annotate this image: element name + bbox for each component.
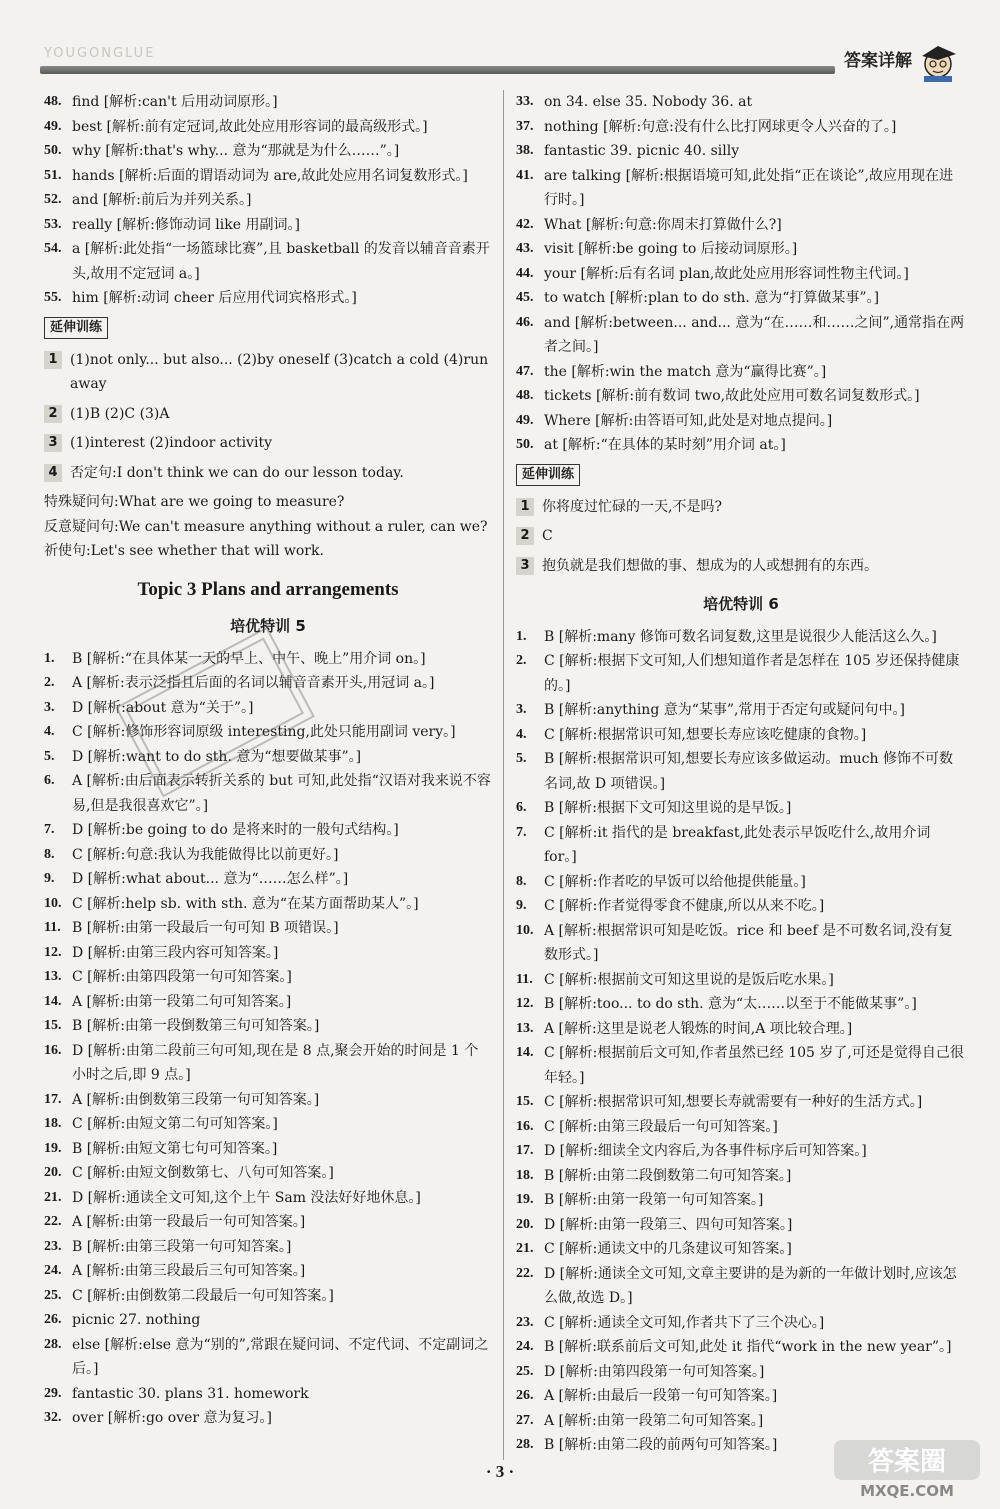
- answer-item: [516, 1188, 966, 1213]
- answer-item: [516, 698, 966, 723]
- answer-number: 43.: [516, 241, 534, 256]
- answer-text: and [解析:前后为并列关系。]: [72, 192, 252, 208]
- watermark-logo-icon: [832, 1438, 982, 1500]
- answer-item: [516, 1139, 966, 1164]
- topic-title: Topic 3 Plans and arrangements: [137, 578, 399, 600]
- train6-title: 培优特训 6: [703, 595, 779, 613]
- answer-text: C [解析:根据前后文可知,作者虽然已经 105 岁了,可还是觉得自己很年轻。]: [544, 1045, 964, 1086]
- answer-item: [516, 723, 966, 748]
- answer-item: [44, 1382, 492, 1407]
- answer-item: [516, 894, 966, 919]
- answer-item: [516, 360, 966, 385]
- answer-number: 25.: [44, 1287, 62, 1303]
- answer-item: [44, 237, 492, 286]
- extension-number: 1: [44, 351, 62, 369]
- answer-text: C [解析:由第三段最后一句可知答案。]: [544, 1118, 778, 1135]
- answer-item: [516, 1335, 966, 1360]
- extension-label-left: 延伸训练: [44, 317, 108, 339]
- answer-text: C [解析:通读文中的几条建议可知答案。]: [544, 1241, 792, 1257]
- extension-number: 4: [44, 464, 62, 482]
- answer-number: 32.: [44, 1410, 62, 1425]
- extension-text: (1)not only... but also... (2)by oneself (3)catch a cold (4)run away: [70, 351, 489, 392]
- answer-number: 10.: [44, 895, 62, 911]
- answer-text: on 34. else 35. Nobody 36. at: [544, 94, 753, 110]
- answer-number: 16.: [44, 1042, 62, 1058]
- extension-item: [44, 402, 492, 427]
- answer-text: B [解析:由第一段第一句可知答案。]: [544, 1192, 764, 1208]
- answer-item: [516, 747, 966, 796]
- extension-text: C: [542, 528, 553, 544]
- answer-text: the [解析:win the match 意为“赢得比赛”。]: [544, 363, 827, 380]
- answer-number: 2.: [516, 653, 527, 668]
- answer-text: C [解析:由倒数第二段最后一句可知答案。]: [72, 1287, 334, 1304]
- answer-item: [44, 818, 492, 843]
- answer-text: hands [解析:后面的谓语动词为 are,故此处应用名词复数形式。]: [72, 167, 468, 184]
- answer-number: 29.: [44, 1385, 62, 1401]
- answer-text: else [解析:else 意为“别的”,常跟在疑问词、不定代词、不定副词之后。]: [72, 1336, 489, 1377]
- extension-sentence: 祈使句:Let's see whether that will work.: [44, 543, 324, 559]
- answer-number: 23.: [516, 1314, 534, 1330]
- answer-item: [44, 1186, 492, 1211]
- answer-text: D [解析:what about... 意为“……怎么样”。]: [72, 871, 349, 887]
- answer-number: 44.: [516, 265, 534, 281]
- answer-item: [44, 1039, 492, 1088]
- answer-item: [44, 1333, 492, 1382]
- answer-number: 46.: [516, 314, 534, 330]
- extension-number: 1: [516, 498, 534, 516]
- answer-number: 19.: [516, 1192, 534, 1207]
- answer-item: [44, 139, 492, 164]
- extension-sentence: 反意疑问句:We can't measure anything without a ruler, can we?: [44, 518, 488, 535]
- answer-text: him [解析:动词 cheer 后应用代词宾格形式。]: [72, 290, 357, 306]
- answer-text: over [解析:go over 意为复习。]: [72, 1410, 273, 1426]
- answer-number: 27.: [516, 1412, 534, 1428]
- answer-text: B [解析:too... to do sth. 意为“太……以至于不能做某事”。]: [544, 996, 917, 1012]
- answer-text: A [解析:根据常识可知是吃饭。rice 和 beef 是不可数名词,没有复数形式。]: [544, 922, 953, 963]
- answer-text: are talking [解析:根据语境可知,此处指“正在谈论”,故应用现在进行时。]: [544, 167, 954, 208]
- answer-item: [44, 213, 492, 238]
- answer-item: [44, 286, 492, 311]
- answer-text: B [解析:由第二段的前两句可知答案。]: [544, 1437, 778, 1453]
- answer-number: 17.: [516, 1143, 534, 1158]
- answer-text: C [解析:根据前文可知这里说的是饭后吃水果。]: [544, 971, 834, 988]
- answer-number: 28.: [516, 1437, 534, 1452]
- answer-item: [516, 1213, 966, 1238]
- header-title: 答案详解: [844, 51, 912, 71]
- answer-text: best [解析:前有定冠词,故此处应用形容词的最高级形式。]: [72, 118, 428, 135]
- answer-item: [44, 941, 492, 966]
- answer-item: [44, 1284, 492, 1309]
- answer-number: 50.: [44, 143, 62, 158]
- answer-text: A [解析:由倒数第三段第一句可知答案。]: [72, 1091, 320, 1108]
- answer-text: D [解析:由第二段前三句可知,现在是 8 点,聚会开始的时间是 1 个小时之后,即 9 点。]: [72, 1042, 479, 1083]
- answer-number: 48.: [516, 388, 534, 403]
- answer-item: [516, 1237, 966, 1262]
- answer-number: 18.: [516, 1167, 534, 1183]
- answer-text: C [解析:通读全文可知,作者共下了三个决心。]: [544, 1314, 825, 1331]
- answer-number: 12.: [516, 996, 534, 1011]
- answer-item: [44, 1112, 492, 1137]
- answer-item: [516, 139, 966, 164]
- train6-answers: [516, 625, 966, 1458]
- answer-number: 41.: [516, 167, 534, 183]
- answer-text: B [解析:根据常识可知,想要长寿应该多做运动。much 修饰不可数名词,故 D 项错误。]: [544, 751, 953, 792]
- extension-text: 抱负就是我们想做的事、想成为的人或想拥有的东西。: [542, 557, 878, 574]
- extension-item: [516, 524, 966, 549]
- answer-text: B [解析:many 修饰可数名词复数,这里是说很少人能活这么久。]: [544, 628, 937, 645]
- answer-item: [44, 164, 492, 189]
- header-bar: [40, 66, 835, 74]
- answer-text: D [解析:want to do sth. 意为“想要做某事”。]: [72, 748, 362, 765]
- answer-item: [516, 1311, 966, 1336]
- svg-text:答案圈: 答案圈: [867, 1447, 947, 1477]
- answer-item: [516, 237, 966, 262]
- answer-item: [516, 262, 966, 287]
- answer-item: [516, 409, 966, 434]
- extension-item: [44, 348, 492, 397]
- answer-text: A [解析:由第三段最后三句可知答案。]: [72, 1263, 306, 1279]
- answer-item: [44, 90, 492, 115]
- answer-number: 13.: [44, 969, 62, 984]
- answer-number: 49.: [44, 118, 62, 134]
- answer-item: [44, 843, 492, 868]
- answer-number: 16.: [516, 1118, 534, 1134]
- answer-text: D [解析:由第四段第一句可知答案。]: [544, 1363, 765, 1380]
- answer-text: fantastic 30. plans 31. homework: [72, 1385, 309, 1402]
- answer-text: C [解析:根据下文可知,人们想知道作者是怎样在 105 岁还保持健康的。]: [544, 653, 960, 694]
- answer-number: 5.: [516, 751, 527, 766]
- answer-number: 13.: [516, 1020, 534, 1036]
- right-top-answers: [516, 90, 966, 458]
- answer-text: B [解析:由第一段最后一句可知 B 项错误。]: [72, 920, 339, 936]
- extension-label-right: 延伸训练: [516, 464, 580, 486]
- answer-item: [44, 115, 492, 140]
- answer-text: D [解析:通读全文可知,文章主要讲的是为新的一年做计划时,应该怎么做,故选 D。]: [544, 1265, 957, 1306]
- answer-number: 25.: [516, 1363, 534, 1379]
- answer-text: to watch [解析:plan to do sth. 意为“打算做某事”。]: [544, 290, 880, 306]
- answer-text: Where [解析:由答语可知,此处是对地点提问。]: [544, 412, 833, 429]
- answer-number: 11.: [516, 971, 533, 987]
- answer-number: 20.: [44, 1165, 62, 1180]
- answer-item: [44, 188, 492, 213]
- answer-text: C [解析:根据常识可知,想要长寿应该吃健康的食物。]: [544, 726, 867, 743]
- answer-text: visit [解析:be going to 后接动词原形。]: [544, 241, 798, 257]
- extension-text: (1)interest (2)indoor activity: [70, 435, 272, 451]
- answer-item: [516, 1384, 966, 1409]
- answer-item: [516, 625, 966, 650]
- answer-number: 26.: [516, 1388, 534, 1403]
- answer-number: 5.: [44, 748, 55, 764]
- answer-text: C [解析:根据常识可知,想要长寿就需要有一种好的生活方式。]: [544, 1094, 923, 1110]
- stamp-icon: [110, 612, 320, 812]
- answer-number: 9.: [516, 898, 527, 913]
- answer-text: nothing [解析:句意:没有什么比打网球更令人兴奋的了。]: [544, 118, 897, 135]
- answer-text: C [解析:it 指代的是 breakfast,此处表示早饭吃什么,故用介词 for。]: [544, 824, 931, 865]
- answer-number: 49.: [516, 412, 534, 428]
- answer-text: C [解析:作者觉得零食不健康,所以从来不吃。]: [544, 898, 825, 914]
- answer-text: really [解析:修饰动词 like 用副词。]: [72, 216, 300, 233]
- answer-text: C [解析:修饰形容词原级 interesting,此处只能用副词 very。]: [72, 724, 456, 740]
- extension-number: 2: [516, 527, 534, 545]
- answer-text: B [解析:由第二段倒数第二句可知答案。]: [544, 1167, 792, 1184]
- answer-number: 21.: [44, 1189, 62, 1205]
- train5-title: 培优特训 5: [230, 617, 306, 635]
- answer-number: 6.: [44, 773, 55, 788]
- answer-text: A [解析:由后面表示转折关系的 but 可知,此处指“汉语对我来说不容易,但是我很喜欢它”。]: [72, 773, 491, 814]
- answer-text: and [解析:between... and... 意为“在……和……之间”,通常指在两者之间。]: [544, 314, 965, 355]
- answer-number: 20.: [516, 1216, 534, 1232]
- answer-item: [516, 1262, 966, 1311]
- answer-text: C [解析:help sb. with sth. 意为“在某方面帮助某人”。]: [72, 895, 419, 912]
- answer-text: at [解析:“在具体的某时刻”用介词 at。]: [544, 437, 786, 453]
- answer-item: [516, 1090, 966, 1115]
- answer-item: [44, 1235, 492, 1260]
- right-column: [516, 90, 966, 1458]
- answer-item: [516, 1115, 966, 1140]
- answer-number: 12.: [44, 944, 62, 960]
- answer-item: [516, 1017, 966, 1042]
- answer-item: [516, 384, 966, 409]
- answer-number: 33.: [516, 94, 534, 109]
- answer-item: [44, 1137, 492, 1162]
- answer-number: 50.: [516, 437, 534, 452]
- left-top-answers: [44, 90, 492, 311]
- extension-text: (1)B (2)C (3)A: [70, 405, 170, 422]
- extension-text: 否定句:I don't think we can do our lesson today.: [70, 464, 404, 481]
- answer-item: [516, 213, 966, 238]
- answer-item: [516, 1409, 966, 1434]
- answer-text: D [解析:通读全文可知,这个上午 Sam 没法好好地休息。]: [72, 1189, 421, 1206]
- answer-number: 23.: [44, 1238, 62, 1254]
- brand-text: YOUGONGLUE: [44, 46, 156, 61]
- answer-item: [44, 1161, 492, 1186]
- left-extension-items: [44, 348, 492, 486]
- answer-item: [516, 821, 966, 870]
- answer-text: C [解析:由第四段第一句可知答案。]: [72, 969, 292, 985]
- answer-item: [516, 311, 966, 360]
- answer-item: [44, 1406, 492, 1431]
- answer-text: C [解析:由短文第二句可知答案。]: [72, 1116, 278, 1132]
- extension-number: 3: [516, 557, 534, 575]
- answer-item: [516, 649, 966, 698]
- answer-text: B [解析:“在具体某一天的早上、中午、晚上”用介词 on。]: [72, 650, 426, 667]
- answer-item: [44, 990, 492, 1015]
- answer-number: 21.: [516, 1241, 534, 1256]
- mascot-icon: [916, 40, 960, 82]
- answer-number: 8.: [516, 873, 527, 889]
- answer-item: [516, 796, 966, 821]
- extension-item: [516, 554, 966, 579]
- answer-text: A [解析:由最后一段第一句可知答案。]: [544, 1388, 778, 1404]
- extension-item: [44, 431, 492, 456]
- answer-text: fantastic 39. picnic 40. silly: [544, 143, 740, 159]
- answer-number: 14.: [44, 993, 62, 1009]
- answer-number: 45.: [516, 290, 534, 305]
- extension-item: [516, 495, 966, 520]
- answer-number: 1.: [516, 628, 527, 644]
- answer-text: C [解析:由短文倒数第七、八句可知答案。]: [72, 1165, 334, 1181]
- answer-text: A [解析:这里是说老人锻炼的时间,A 项比较合理。]: [544, 1020, 853, 1037]
- answer-number: 14.: [516, 1045, 534, 1060]
- answer-text: D [解析:about 意为“关于”。]: [72, 699, 254, 716]
- answer-text: B [解析:由第一段倒数第三句可知答案。]: [72, 1018, 320, 1034]
- extension-number: 3: [44, 434, 62, 452]
- answer-number: 22.: [44, 1214, 62, 1229]
- answer-number: 22.: [516, 1265, 534, 1281]
- answer-text: your [解析:后有名词 plan,故此处应用形容词性物主代词。]: [544, 265, 909, 282]
- answer-number: 4.: [44, 724, 55, 739]
- answer-number: 11.: [44, 920, 61, 935]
- answer-item: [44, 892, 492, 917]
- answer-item: [516, 870, 966, 895]
- answer-number: 37.: [516, 118, 534, 134]
- column-divider: [503, 90, 504, 1460]
- answer-item: [516, 164, 966, 213]
- answer-number: 19.: [44, 1140, 62, 1156]
- answer-item: [44, 1210, 492, 1235]
- answer-number: 24.: [44, 1263, 62, 1278]
- answer-text: B [解析:由第三段第一句可知答案。]: [72, 1238, 292, 1255]
- answer-text: A [解析:表示泛指且后面的名词以辅音音素开头,用冠词 a。]: [72, 675, 435, 691]
- answer-text: B [解析:anything 意为“某事”,常用于否定句或疑问句中。]: [544, 702, 905, 718]
- answer-item: [44, 965, 492, 990]
- page-header: [40, 40, 960, 82]
- answer-item: [44, 867, 492, 892]
- answer-number: 53.: [44, 216, 62, 232]
- answer-number: 47.: [516, 363, 534, 379]
- answer-number: 48.: [44, 94, 62, 109]
- answer-number: 15.: [44, 1018, 62, 1033]
- answer-text: A [解析:由第一段第二句可知答案。]: [544, 1412, 764, 1429]
- extension-item: [44, 461, 492, 486]
- answer-number: 7.: [516, 824, 527, 840]
- answer-text: A [解析:由第一段最后一句可知答案。]: [72, 1214, 306, 1230]
- answer-item: [516, 968, 966, 993]
- answer-number: 10.: [516, 922, 534, 938]
- answer-number: 6.: [516, 800, 527, 815]
- extension-text: 你将度过忙碌的一天,不是吗?: [542, 498, 722, 515]
- answer-text: C [解析:句意:我认为我能做得比以前更好。]: [72, 846, 339, 863]
- answer-text: A [解析:由第一段第二句可知答案。]: [72, 993, 292, 1010]
- answer-text: why [解析:that's why... 意为“那就是为什么……”。]: [72, 143, 400, 159]
- answer-number: 17.: [44, 1091, 62, 1107]
- answer-item: [44, 1014, 492, 1039]
- answer-item: [516, 992, 966, 1017]
- answer-text: What [解析:句意:你周末打算做什么?]: [544, 216, 782, 233]
- answer-number: 9.: [44, 871, 55, 886]
- answer-number: 51.: [44, 167, 62, 183]
- answer-number: 55.: [44, 290, 62, 305]
- answer-number: 42.: [516, 216, 534, 232]
- answer-number: 52.: [44, 192, 62, 207]
- answer-text: D [解析:由第三段内容可知答案。]: [72, 944, 279, 961]
- answer-text: C [解析:作者吃的早饭可以给他提供能量。]: [544, 873, 806, 890]
- answer-text: B [解析:联系前后文可知,此处 it 指代“work in the new year”。]: [544, 1339, 952, 1355]
- answer-item: [44, 1308, 492, 1333]
- answer-number: 7.: [44, 822, 55, 837]
- answer-item: [516, 90, 966, 115]
- answer-number: 8.: [44, 846, 55, 862]
- answer-item: [44, 1088, 492, 1113]
- answer-item: [516, 433, 966, 458]
- answer-number: 1.: [44, 650, 55, 666]
- answer-item: [44, 916, 492, 941]
- answer-number: 3.: [44, 699, 55, 715]
- answer-number: 2.: [44, 675, 55, 690]
- answer-number: 28.: [44, 1336, 62, 1352]
- answer-item: [44, 1259, 492, 1284]
- answer-number: 15.: [516, 1094, 534, 1109]
- answer-item: [516, 286, 966, 311]
- extension-sentence: 特殊疑问句:What are we going to measure?: [44, 494, 345, 510]
- extension-number: 2: [44, 405, 62, 423]
- answer-number: 26.: [44, 1312, 62, 1327]
- watermark-text: MXQE.COM: [860, 1482, 954, 1500]
- answer-text: a [解析:此处指“一场篮球比赛”,且 basketball 的发音以辅音音素开头,故用不定冠词 a。]: [72, 241, 490, 282]
- answer-text: find [解析:can't 后用动词原形。]: [72, 94, 278, 110]
- answer-text: D [解析:细读全文内容后,为各事件标序后可知答案。]: [544, 1143, 867, 1159]
- answer-item: [516, 115, 966, 140]
- answer-number: 18.: [44, 1116, 62, 1131]
- answer-number: 38.: [516, 143, 534, 158]
- answer-item: [516, 919, 966, 968]
- left-extension-tail: [44, 490, 492, 564]
- answer-number: 3.: [516, 702, 527, 717]
- answer-number: 4.: [516, 726, 527, 742]
- answer-text: tickets [解析:前有数词 two,故此处应用可数名词复数形式。]: [544, 388, 920, 404]
- answer-text: D [解析:be going to do 是将来时的一般句式结构。]: [72, 822, 399, 838]
- answer-item: [516, 1041, 966, 1090]
- answer-text: B [解析:由短文第七句可知答案。]: [72, 1140, 278, 1157]
- answer-number: 54.: [44, 241, 62, 256]
- answer-item: [516, 1164, 966, 1189]
- answer-number: 24.: [516, 1339, 534, 1354]
- page-number: · 3 ·: [485, 1462, 515, 1481]
- answer-text: D [解析:由第一段第三、四句可知答案。]: [544, 1216, 793, 1233]
- answer-text: picnic 27. nothing: [72, 1312, 201, 1328]
- answer-text: B [解析:根据下文可知这里说的是早饭。]: [544, 800, 792, 816]
- answer-item: [516, 1360, 966, 1385]
- right-extension-items: [516, 495, 966, 579]
